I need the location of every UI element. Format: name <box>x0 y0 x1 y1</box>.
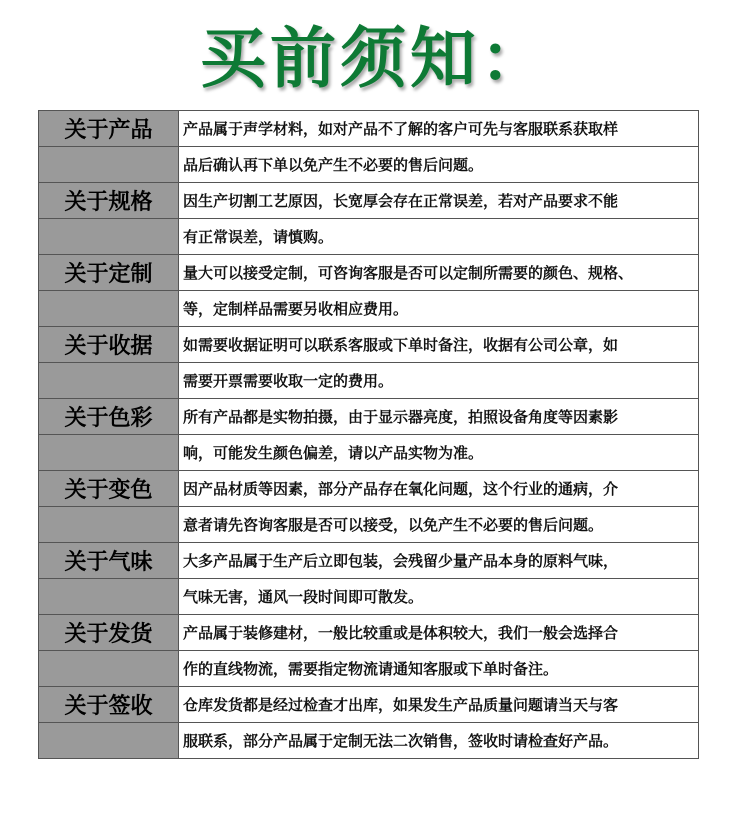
notice-text-line-2: 意者请先咨询客服是否可以接受，以免产生不必要的售后问题。 <box>179 507 699 543</box>
notice-row-first-line <box>39 111 699 147</box>
notice-row-first-line <box>39 687 699 723</box>
notice-text-line-1: 所有产品都是实物拍摄，由于显示器亮度，拍照设备角度等因素影 <box>179 399 699 435</box>
notice-text-line-1: 产品属于装修建材，一般比较重或是体积较大，我们一般会选择合 <box>179 615 699 651</box>
label-spacer-cell <box>39 291 179 327</box>
notice-text-line-1: 仓库发货都是经过检查才出库，如果发生产品质量问题请当天与客 <box>179 687 699 723</box>
notice-text-line-1: 因生产切割工艺原因，长宽厚会存在正常误差，若对产品要求不能 <box>179 183 699 219</box>
notice-text-line-2: 服联系，部分产品属于定制无法二次销售，签收时请检查好产品。 <box>179 723 699 759</box>
notice-text-line-2: 响，可能发生颜色偏差，请以产品实物为准。 <box>179 435 699 471</box>
notice-row-first-line <box>39 255 699 291</box>
notice-text-line-2: 品后确认再下单以免产生不必要的售后问题。 <box>179 147 699 183</box>
notice-text-line-1: 量大可以接受定制，可咨询客服是否可以定制所需要的颜色、规格、 <box>179 255 699 291</box>
label-spacer-cell <box>39 579 179 615</box>
notice-row-second-line <box>39 219 699 255</box>
notice-text-line-2: 气味无害，通风一段时间即可散发。 <box>179 579 699 615</box>
notice-label: 关于气味 <box>39 543 179 579</box>
notice-row-second-line <box>39 651 699 687</box>
notice-row-second-line <box>39 579 699 615</box>
notice-text-line-1: 因产品材质等因素，部分产品存在氧化问题，这个行业的通病，介 <box>179 471 699 507</box>
label-spacer-cell <box>39 147 179 183</box>
notice-text-line-2: 有正常误差，请慎购。 <box>179 219 699 255</box>
notice-text-line-1: 大多产品属于生产后立即包装，会残留少量产品本身的原料气味， <box>179 543 699 579</box>
notice-text-line-2: 作的直线物流，需要指定物流请通知客服或下单时备注。 <box>179 651 699 687</box>
label-spacer-cell <box>39 435 179 471</box>
notice-text-line-2: 等，定制样品需要另收相应费用。 <box>179 291 699 327</box>
notice-row-first-line <box>39 183 699 219</box>
notice-label: 关于签收 <box>39 687 179 723</box>
notice-label: 关于收据 <box>39 327 179 363</box>
label-spacer-cell <box>39 219 179 255</box>
notice-table-body <box>39 111 699 759</box>
notice-row-second-line <box>39 291 699 327</box>
notice-row-first-line <box>39 543 699 579</box>
notice-label: 关于产品 <box>39 111 179 147</box>
notice-row-first-line <box>39 399 699 435</box>
notice-label: 关于色彩 <box>39 399 179 435</box>
label-spacer-cell <box>39 507 179 543</box>
notice-row-second-line <box>39 147 699 183</box>
notice-row-first-line <box>39 615 699 651</box>
notice-label: 关于规格 <box>39 183 179 219</box>
label-spacer-cell <box>39 723 179 759</box>
notice-row-second-line <box>39 723 699 759</box>
notice-text-line-1: 产品属于声学材料，如对产品不了解的客户可先与客服联系获取样 <box>179 111 699 147</box>
notice-row-second-line <box>39 363 699 399</box>
notice-text-line-1: 如需要收据证明可以联系客服或下单时备注，收据有公司公章，如 <box>179 327 699 363</box>
notice-row-first-line <box>39 327 699 363</box>
notice-label: 关于变色 <box>39 471 179 507</box>
page-title: 买前须知： <box>200 20 550 97</box>
label-spacer-cell <box>39 651 179 687</box>
notice-table <box>38 110 699 759</box>
notice-row-first-line <box>39 471 699 507</box>
notice-row-second-line <box>39 435 699 471</box>
notice-label: 关于发货 <box>39 615 179 651</box>
notice-text-line-2: 需要开票需要收取一定的费用。 <box>179 363 699 399</box>
label-spacer-cell <box>39 363 179 399</box>
notice-row-second-line <box>39 507 699 543</box>
notice-label: 关于定制 <box>39 255 179 291</box>
